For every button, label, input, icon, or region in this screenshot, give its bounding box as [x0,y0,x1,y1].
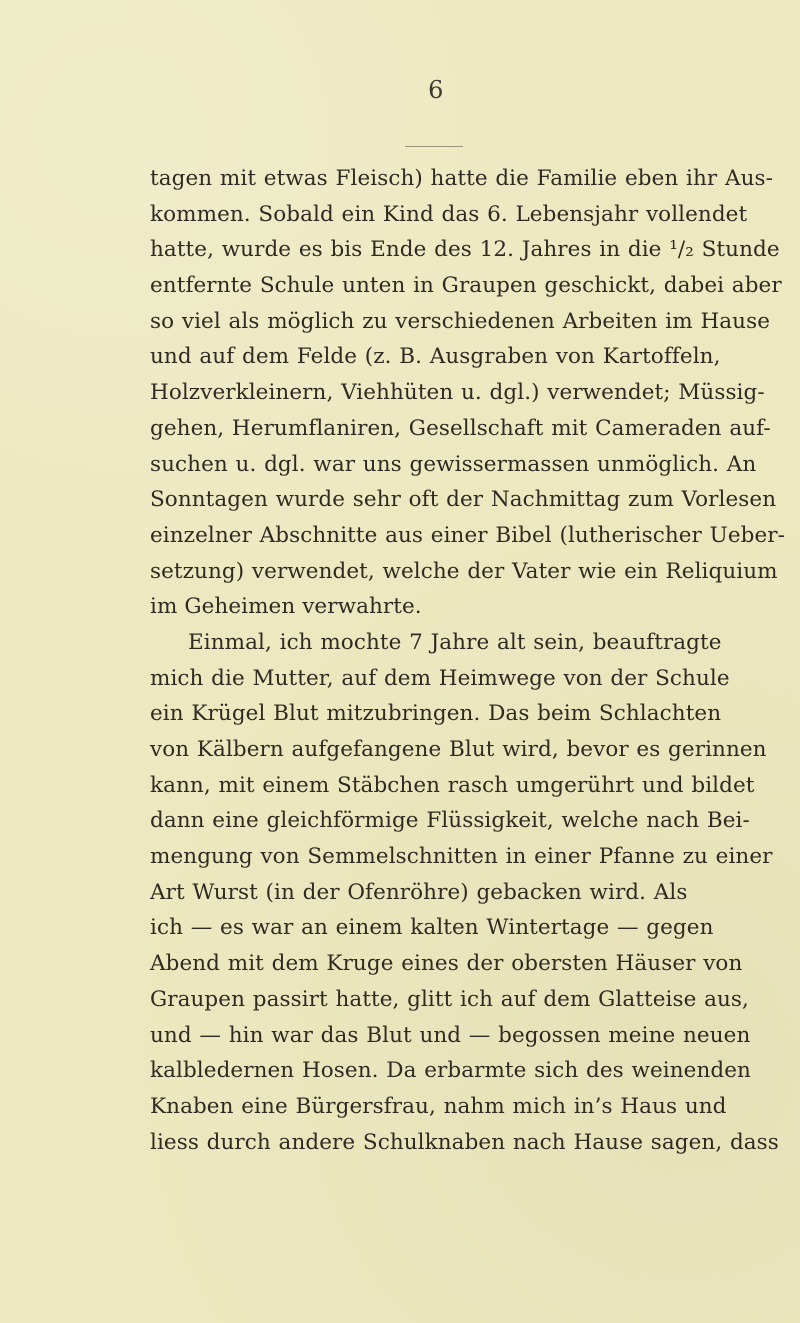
text-line: setzung) verwendet, welche der Vater wie ein Reliquium [150,558,778,584]
text-line: ein Krügel Blut mitzubringen. Das beim Schlachten [150,701,722,727]
text-line: mengung von Semmelschnitten in einer Pfanne zu einer [150,844,773,870]
text-line: gehen, Herumflaniren, Gesellschaft mit Cameraden auf- [150,415,771,441]
text-line: Sonntagen wurde sehr oft der Nachmittag zum Vorlesen [150,487,777,513]
text-line: und auf dem Felde (z. B. Ausgraben von Kartoffeln, [150,344,721,370]
text-line: entfernte Schule unten in Graupen geschickt, dabei aber [150,273,782,299]
page-number: 6 [428,76,444,104]
text-line: von Kälbern aufgefangene Blut wird, bevor es gerinnen [150,737,767,762]
text-line: Knaben eine Bürgersfrau, nahm mich in’s Haus und [150,1093,727,1119]
paragraph-1 [150,161,785,625]
text-line: und — hin war das Blut und — begossen meine neuen [150,1022,751,1048]
text-line: kann, mit einem Stäbchen rasch umgerührt und bildet [150,772,755,798]
text-line: Art Wurst (in der Ofenröhre) gebacken wird. Als [150,879,688,905]
text-line: so viel als möglich zu verschiedenen Arbeiten im Hause [150,308,771,334]
body-text [150,161,785,1160]
text-line: hatte, wurde es bis Ende des 12. Jahres in die ¹/₂ Stunde [150,237,780,263]
page-number-rule [405,146,463,147]
text-line: ich — es war an einem kalten Wintertage — gegen [150,915,714,941]
text-line: im Geheimen verwahrte. [150,594,422,620]
text-line: Einmal, ich mochte 7 Jahre alt sein, beauftragte [188,629,722,655]
paragraph-2 [150,625,779,1160]
text-line: Abend mit dem Kruge eines der obersten Häuser von [150,951,743,977]
text-line: dann eine gleichförmige Flüssigkeit, welche nach Bei- [150,808,750,834]
text-line: kommen. Sobald ein Kind das 6. Lebensjahr vollendet [150,201,748,227]
text-line: Graupen passirt hatte, glitt ich auf dem Glatteise aus, [150,986,749,1012]
text-line: kalbledernen Hosen. Da erbarmte sich des weinenden [150,1058,751,1084]
text-line: mich die Mutter, auf dem Heimwege von der Schule [150,665,730,691]
text-line: liess durch andere Schulknaben nach Hause sagen, dass [150,1129,779,1155]
text-line: suchen u. dgl. war uns gewissermassen unmöglich. An [150,451,757,477]
text-line: tagen mit etwas Fleisch) hatte die Familie eben ihr Aus- [150,166,773,191]
text-line: einzelner Abschnitte aus einer Bibel (lutherischer Ueber- [150,522,785,548]
text-line: Holzverkleinern, Viehhüten u. dgl.) verwendet; Müssig- [150,380,765,406]
